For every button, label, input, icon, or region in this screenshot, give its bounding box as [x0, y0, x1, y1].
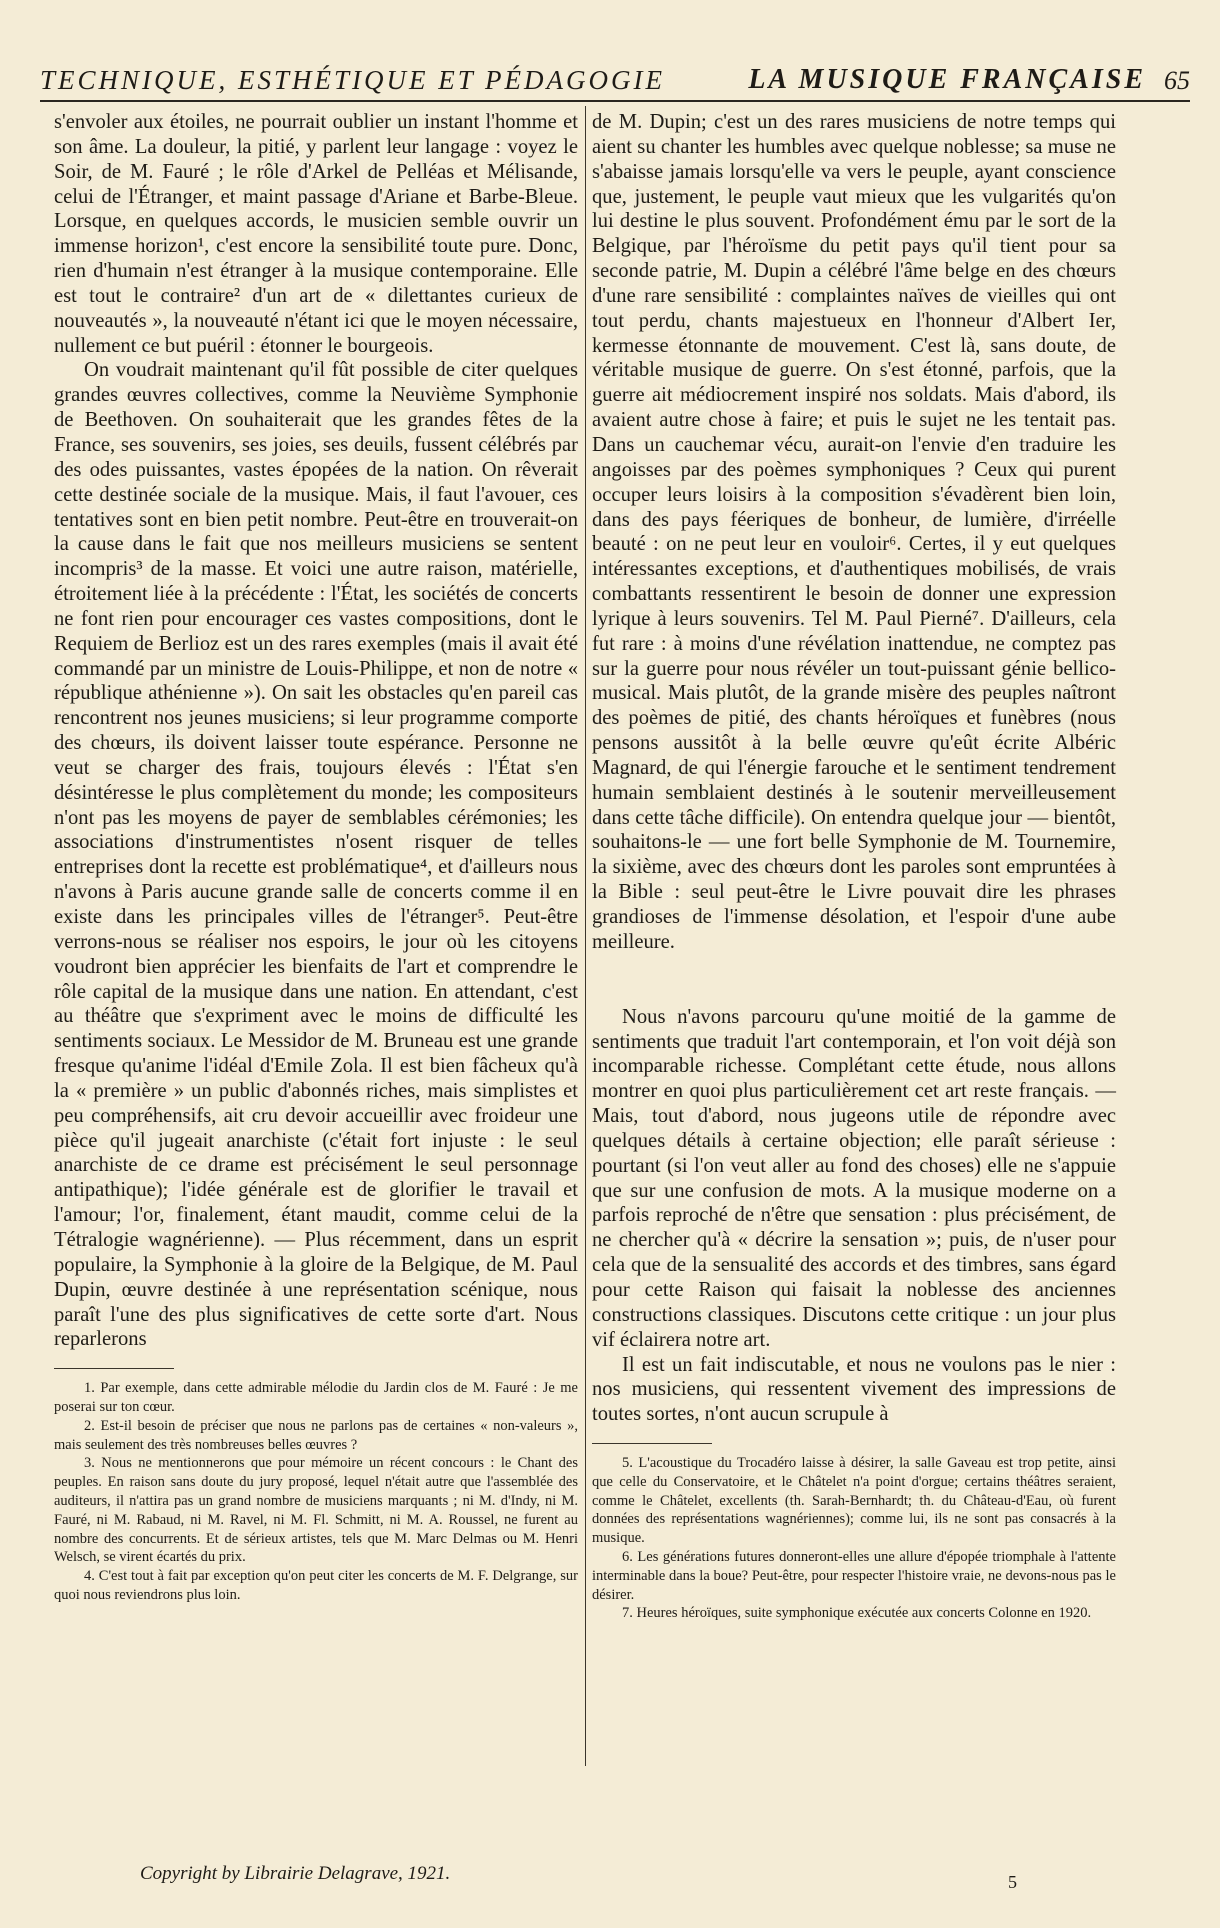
paragraph: Nous n'avons parcouru qu'une moitié de la gamme de sentiments que traduit l'art contemporain, et l'on voit déjà son incomparable richesse. Complétant cette étude, nous allons montrer en quoi plus particulièrement cet art reste français. — Mais, tout d'abord, nous jugeons utile de répondre avec quelques détails à certaine objection; elle paraît sérieuse : pourtant (si l'on veut aller au fond des choses) elle ne s'appuie que sur une confusion de mots. A la musique moderne on a parfois reproché de n'être que sensation : plus précisément, de ne chercher qu'à « décrire la sensation »; puis, de n'user pour cela que de la sensualité des accords et des timbres, sans égard pour cette Raison qui faisait la noblesse des anciennes constructions classiques. Discutons cette critique : un jour plus vif éclairera notre art.	[592, 1005, 1116, 1351]
paragraph: On voudrait maintenant qu'il fût possible de citer quelques grandes œuvres collectives, comme la Neuvième Symphonie de Beethoven. On souhaiterait que les grandes fêtes de la France, ses souvenirs, ses joies, ses deuils, fussent célébrés par des odes puissantes, vastes épopées de la nation. On rêverait cette destinée sociale de la musique. Mais, il faut l'avouer, ces tentatives sont en bien petit nombre. Peut-être en trouverait-on la cause dans le fait que nos meilleurs musiciens se sentent incompris³ de la masse. Et voici une autre raison, matérielle, étroitement liée à la précédente : l'État, les sociétés de concerts ne font rien pour encourager ces vastes compositions, dont le Requiem de Berlioz est un des rares exemples (mais il avait été commandé par un ministre de Louis-Philippe, et non de notre « république athénienne »). On sait les obstacles qu'en pareil cas rencontrent nos jeunes musiciens; si leur programme comporte des chœurs, ils doivent laisser toute espérance. Personne ne veut se charger des frais, toujours élevés : l'État s'en désintéresse le plus complètement du monde; les compositeurs n'ont pas les moyens de payer de semblables cérémonies; les associations d'instrumentistes n'osent risquer de telles entreprises dont la recette est problématique⁴, et d'ailleurs nous n'avons à Paris aucune grande salle de concerts comme il en existe dans les principales villes de l'étranger⁵. Peut-être verrons-nous se réaliser nos espoirs, le jour où les citoyens voudront bien apprécier les bienfaits de l'art et comprendre le rôle capital de la musique dans une nation. En attendant, c'est au théâtre que s'expriment avec le moins de difficulté les sentiments sociaux. Le Messidor de M. Bruneau est une grande fresque qu'anime l'idéal d'Emile Zola. Il est bien fâcheux qu'à la « première » un public d'abonnés riches, mais simplistes et peu compréhensifs, ait cru devoir accueillir avec froideur une pièce qu'il jugeait anarchiste (c'était fort injuste : le seul anarchiste de ce drame est précisément le seul personnage antipathique); l'idée générale est de glorifier le travail et l'amour; l'or, finalement, étant maudit, comme celui de la Tétralogie wagnérienne). — Plus récemment, dans un esprit populaire, la Symphonie à la gloire de la Belgique, de M. Paul Dupin, œuvre destinée à une représentation scénique, nous paraît l'une des plus significatives de cette sorte d'art. Nous reparlerons	[54, 359, 578, 1351]
paragraph: de M. Dupin; c'est un des rares musiciens de notre temps qui aient su chanter les humbles avec quelque noblesse; sa muse ne s'abaisse jamais lorsqu'elle va vers le peuple, ayant conscience que, justement, le peuple vaut mieux que les vulgarités qu'on lui destine le plus souvent. Profondément ému par le sort de la Belgique, par l'héroïsme du petit pays qu'il tient pour sa seconde patrie, M. Dupin a célébré l'âme belge en des chœurs d'une rare sensibilité : complaintes naïves de vieilles qui ont tout perdu, chants majestueux en l'honneur d'Albert Ier, kermesse étonnante de mouvement. C'est là, sans doute, de véritable musique de guerre. On s'est étonné, parfois, que la guerre ait médiocrement inspiré nos soldats. Mais d'abord, ils avaient autre chose à faire; et puis le sujet ne les tentait pas. Dans un cauchemar vécu, aurait-on l'envie d'en traduire les angoisses par des poèmes symphoniques ? Ceux qui purent occuper leurs loisirs à la composition s'évadèrent bien loin, dans des pays féeriques de bonheur, de lumière, d'irréelle beauté : on ne peut leur en vouloir⁶. Certes, il y eut quelques intéressantes exceptions, et d'authentiques mobilisés, de vrais combattants ressentirent le besoin de donner une expression lyrique à leurs souvenirs. Tel M. Paul Pierné⁷. D'ailleurs, cela fut rare : à moins d'une révélation inattendue, ne comptez pas sur la guerre pour nous révéler un tout-puissant génie bellico-musical. Mais plutôt, de la grande misère des peuples naîtront des poèmes de pitié, des chants héroïques et funèbres (nous pensons aussitôt à la belle œuvre qu'eût écrite Albéric Magnard, de qui l'énergie farouche et le sentiment tendrement humain semblaient destinés à le soutenir merveilleusement dans cette tâche difficile). On entendra quelque jour — bientôt, souhaitons-le — une fort belle Symphonie de M. Tournemire, la sixième, avec des chœurs dont les paroles sont empruntées à la Bible : seul peut-être le Livre pouvait dire les phrases grandioses de l'immense désolation, et l'espoir d'une aube meilleure.	[592, 111, 1116, 953]
right-column	[592, 110, 1116, 1623]
signature-mark: 5	[1008, 1872, 1017, 1892]
footnote: 2. Est-il besoin de préciser que nous ne parlons pas de certaines « non-valeurs », mais seulement des très nombreuses belles œuvres ?	[54, 1417, 578, 1453]
footnote: 6. Les générations futures donneront-elles une allure d'épopée triomphale à l'attente interminable dans la boue? Peut-être, pour respecter l'histoire vraie, ne devons-nous pas le désirer.	[592, 1549, 1116, 1603]
footnote: 5. L'acoustique du Trocadéro laisse à désirer, la salle Gaveau est trop petite, ainsi que celle du Conservatoire, et le Châtelet n'a point d'orgue; certains théâtres seraient, comme le Châtelet, excellents (th. Sarah-Bernhardt; th. du Château-d'Eau, où furent données des représentations wagnériennes); comme lui, ils ne sont pas consacrés à la musique.	[592, 1455, 1116, 1547]
footnote-separator	[592, 1443, 712, 1444]
page-number: 65	[1164, 66, 1190, 95]
running-header	[40, 62, 1190, 102]
footnote: 4. C'est tout à fait par exception qu'on peut citer les concerts de M. F. Delgrange, sur quoi nous reviendrons plus loin.	[54, 1568, 578, 1603]
header-right-title: LA MUSIQUE FRANÇAISE	[748, 64, 1146, 95]
footnote: 1. Par exemple, dans cette admirable mélodie du Jardin clos de M. Fauré : Je me poserai sur ton cœur.	[54, 1380, 578, 1415]
copyright-line: Copyright by Librairie Delagrave, 1921.	[140, 1863, 451, 1884]
footnote-separator	[54, 1368, 174, 1369]
paragraph: Il est un fait indiscutable, et nous ne voulons pas le nier : nos musiciens, qui ressentent vivement des impressions de toutes sortes, n'ont aucun scrupule à	[592, 1353, 1116, 1426]
column-divider	[585, 106, 586, 1766]
left-column	[54, 110, 578, 1605]
footnote: 3. Nous ne mentionnerons que pour mémoire un récent concours : le Chant des peuples. En raison sans doute du jury proposé, lequel n'était autre que l'assemblée des auditeurs, il n'attira pas un grand nombre de musiciens marquants ; ni M. d'Indy, ni M. Fauré, ni M. Rabaud, ni M. Ravel, ni M. Fl. Schmitt, ni M. A. Roussel, ne furent au nombre des concurrents. Et de sérieux artistes, tels que M. Marc Delmas ou M. Henri Welsch, se virent écartés du prix.	[54, 1455, 578, 1566]
header-left-title: TECHNIQUE, ESTHÉTIQUE ET PÉDAGOGIE	[40, 65, 665, 95]
paragraph: s'envoler aux étoiles, ne pourrait oublier un instant l'homme et son âme. La douleur, la pitié, y parlent leur langage : voyez le Soir, de M. Fauré ; le rôle d'Arkel de Pelléas et Mélisande, celui de l'Étranger, et maint passage d'Ariane et Barbe-Bleue. Lorsque, en quelques accords, le musicien semble ouvrir un immense horizon¹, c'est encore la sensibilité toute pure. Donc, rien d'humain n'est étranger à la musique contemporaine. Elle est tout le contraire² d'un art de « dilettantes curieux de nouveautés », la nouveauté n'étant ici que le moyen nécessaire, nullement ce but puéril : étonner le bourgeois.	[54, 111, 578, 357]
footnote: 7. Heures héroïques, suite symphonique exécutée aux concerts Colonne en 1920.	[622, 1605, 1092, 1622]
section-space	[592, 955, 1116, 1005]
